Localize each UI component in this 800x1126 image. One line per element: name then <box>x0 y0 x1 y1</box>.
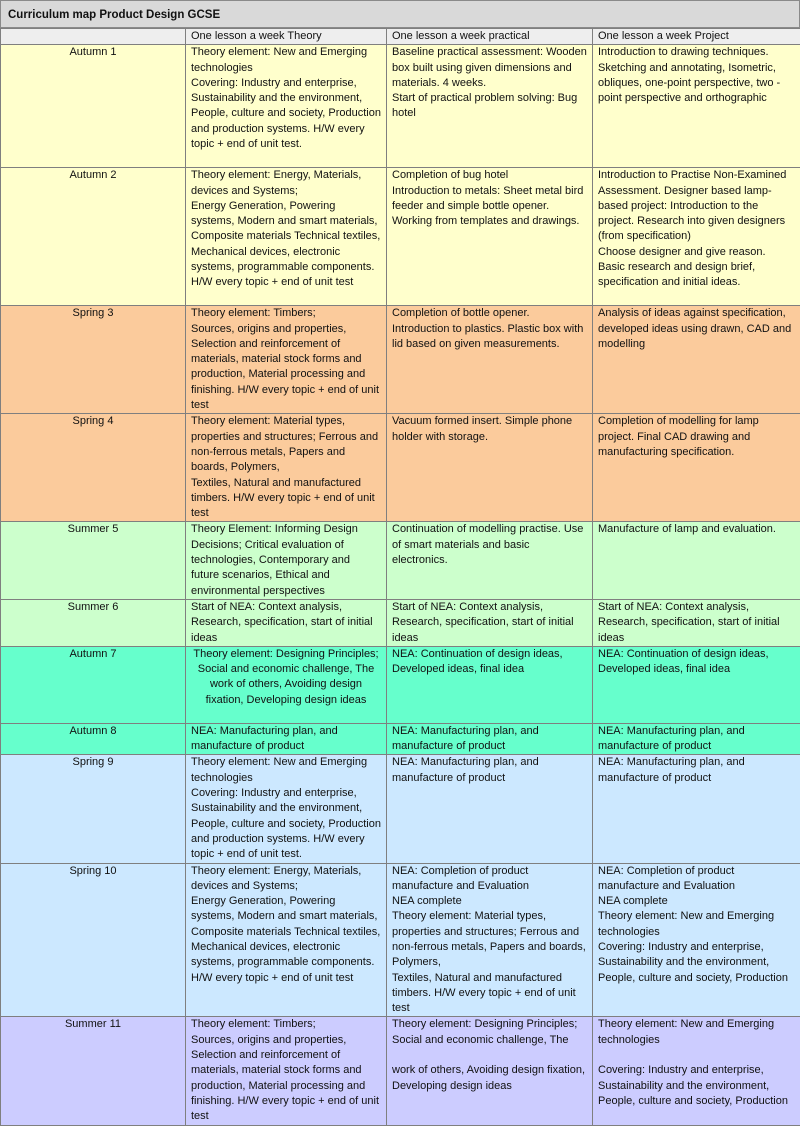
practical-text: Start of NEA: Context analysis, Research, specification, start of initial ideas <box>392 600 587 646</box>
table-row <box>1 522 800 599</box>
theory-text: Sources, origins and properties, Selection and reinforcement of materials, material stock forms and production, Material processing and finishing. H/W every topic + end of unit test <box>191 322 381 414</box>
practical-text: Completion of bug hotel <box>392 168 587 183</box>
page-title: Curriculum map Product Design GCSE <box>0 0 800 28</box>
project-cell <box>593 646 800 723</box>
practical-text: Completion of bottle opener. <box>392 306 587 321</box>
theory-cell <box>186 599 387 646</box>
theory-text: Theory element: New and Emerging technologies <box>191 755 381 786</box>
practical-text: Theory element: Material types, properties and structures; Ferrous and non-ferrous metals, Papers and boards, Polymers, <box>392 909 587 970</box>
practical-cell <box>387 599 593 646</box>
table-row <box>1 755 800 863</box>
spacer <box>392 1048 587 1063</box>
practical-text: work of others, Avoiding design fixation, Developing design ideas <box>392 1063 587 1094</box>
project-text: NEA: Completion of product manufacture and Evaluation <box>598 864 795 895</box>
term-cell: Summer 6 <box>1 599 186 646</box>
project-cell <box>593 306 800 414</box>
header-cell-term <box>1 29 186 45</box>
practical-cell <box>387 414 593 522</box>
term-cell: Autumn 2 <box>1 168 186 306</box>
project-cell <box>593 168 800 306</box>
table-row <box>1 168 800 306</box>
table-row <box>1 45 800 168</box>
theory-text: Textiles, Natural and manufactured timbers. H/W every topic + end of unit test <box>191 476 381 522</box>
theory-cell <box>186 646 387 723</box>
project-text: Introduction to Practise Non-Examined Assessment. Designer based lamp-based project: Introduction to the project. Research into given designers (from specification) <box>598 168 795 244</box>
practical-text: Vacuum formed insert. Simple phone holder with storage. <box>392 414 587 445</box>
practical-text: NEA: Manufacturing plan, and manufacture of product <box>392 724 587 755</box>
practical-text: Theory element: Designing Principles; Social and economic challenge, The <box>392 1017 587 1048</box>
theory-cell <box>186 755 387 863</box>
theory-cell <box>186 1017 387 1125</box>
table-row <box>1 306 800 414</box>
header-cell-project: One lesson a week Project <box>593 29 800 45</box>
theory-cell <box>186 522 387 599</box>
practical-text: Baseline practical assessment: Wooden box built using given dimensions and materials. 4 weeks. <box>392 45 587 91</box>
theory-text: Theory element: New and Emerging technologies <box>191 45 381 76</box>
theory-cell <box>186 414 387 522</box>
term-cell: Spring 4 <box>1 414 186 522</box>
project-cell <box>593 723 800 755</box>
table-row <box>1 723 800 755</box>
project-text: Analysis of ideas against specification, developed ideas using drawn, CAD and modelling <box>598 306 795 352</box>
term-cell: Spring 3 <box>1 306 186 414</box>
practical-text: Start of practical problem solving: Bug hotel <box>392 91 587 122</box>
theory-text: Theory element: Energy, Materials, devices and Systems; <box>191 168 381 199</box>
project-text: Theory element: New and Emerging technologies <box>598 1017 795 1048</box>
table-row <box>1 1017 800 1125</box>
theory-text: Theory element: Designing Principles; Social and economic challenge, The work of others, Avoiding design fixation, Developing design ideas <box>191 647 381 708</box>
spacer <box>598 1048 795 1063</box>
theory-cell <box>186 306 387 414</box>
project-text: Covering: Industry and enterprise, Sustainability and the environment, People, culture and society, Production <box>598 940 795 986</box>
header-cell-theory: One lesson a week Theory <box>186 29 387 45</box>
practical-text: NEA: Manufacturing plan, and manufacture of product <box>392 755 587 786</box>
project-cell <box>593 1017 800 1125</box>
theory-text: Theory element: Energy, Materials, devices and Systems; <box>191 864 381 895</box>
project-text: Introduction to drawing techniques. Sketching and annotating, Isometric, obliques, one-point perspective, two -point perspective and orthographic <box>598 45 795 106</box>
theory-cell <box>186 45 387 168</box>
theory-text: Start of NEA: Context analysis, Research, specification, start of initial ideas <box>191 600 381 646</box>
project-text: Completion of modelling for lamp project. Final CAD drawing and manufacturing specification. <box>598 414 795 460</box>
project-text: NEA: Manufacturing plan, and manufacture of product <box>598 755 795 786</box>
project-text: Covering: Industry and enterprise, Sustainability and the environment, People, culture and society, Production <box>598 1063 795 1109</box>
table-row <box>1 414 800 522</box>
theory-text: Theory element: Timbers; <box>191 306 381 321</box>
practical-cell <box>387 168 593 306</box>
term-cell: Autumn 8 <box>1 723 186 755</box>
term-cell: Spring 10 <box>1 863 186 1017</box>
theory-text: Theory element: Timbers; <box>191 1017 381 1032</box>
theory-cell <box>186 723 387 755</box>
practical-text: Textiles, Natural and manufactured timbers. H/W every topic + end of unit test <box>392 971 587 1017</box>
practical-text: Continuation of modelling practise. Use of smart materials and basic electronics. <box>392 522 587 568</box>
project-cell <box>593 522 800 599</box>
term-cell: Summer 11 <box>1 1017 186 1125</box>
theory-text: Theory element: Material types, properties and structures; Ferrous and non-ferrous metals, Papers and boards, Polymers, <box>191 414 381 475</box>
project-cell <box>593 45 800 168</box>
term-cell: Autumn 7 <box>1 646 186 723</box>
project-text: NEA complete <box>598 894 795 909</box>
project-text: Manufacture of lamp and evaluation. <box>598 522 795 537</box>
theory-cell <box>186 863 387 1017</box>
practical-text: NEA: Continuation of design ideas, Developed ideas, final idea <box>392 647 587 678</box>
practical-cell <box>387 863 593 1017</box>
project-cell <box>593 863 800 1017</box>
term-cell: Spring 9 <box>1 755 186 863</box>
practical-text: NEA: Completion of product manufacture and Evaluation <box>392 864 587 895</box>
table-row <box>1 863 800 1017</box>
theory-text: Energy Generation, Powering systems, Modern and smart materials, Composite materials Technical textiles, Mechanical devices, electronic systems, programmable components. H/W every topic + end of unit test <box>191 894 381 986</box>
theory-text: Theory Element: Informing Design Decisions; Critical evaluation of technologies, Contemporary and future scenarios, Ethical and environmental perspectives <box>191 522 381 598</box>
term-cell: Autumn 1 <box>1 45 186 168</box>
project-text: NEA: Continuation of design ideas, Developed ideas, final idea <box>598 647 795 678</box>
theory-text: Covering: Industry and enterprise, Sustainability and the environment, People, culture and society, Production and production systems. H/W every topic + end of unit test. <box>191 76 381 152</box>
theory-text: Covering: Industry and enterprise, Sustainability and the environment, People, culture and society, Production and production systems. H/W every topic + end of unit test. <box>191 786 381 862</box>
term-cell: Summer 5 <box>1 522 186 599</box>
practical-text: Introduction to plastics. Plastic box with lid based on given measurements. <box>392 322 587 353</box>
project-text: Start of NEA: Context analysis, Research, specification, start of initial ideas <box>598 600 795 646</box>
practical-cell <box>387 646 593 723</box>
practical-cell <box>387 45 593 168</box>
theory-text: NEA: Manufacturing plan, and manufacture of product <box>191 724 381 755</box>
project-cell <box>593 414 800 522</box>
curriculum-table <box>0 28 800 1126</box>
header-row <box>1 29 800 45</box>
practical-cell <box>387 306 593 414</box>
practical-text: Introduction to metals: Sheet metal bird feeder and simple bottle opener. Working from templates and drawings. <box>392 184 587 230</box>
practical-cell <box>387 522 593 599</box>
project-text: Choose designer and give reason. Basic research and design brief, specification and initial ideas. <box>598 245 795 291</box>
project-cell <box>593 755 800 863</box>
theory-text: Energy Generation, Powering systems, Modern and smart materials, Composite materials Technical textiles, Mechanical devices, electronic systems, programmable components. H/W every topic + end of unit test <box>191 199 381 291</box>
theory-text: Sources, origins and properties, Selection and reinforcement of materials, material stock forms and production, Material processing and finishing. H/W every topic + end of unit test <box>191 1033 381 1125</box>
project-text: Theory element: New and Emerging technologies <box>598 909 795 940</box>
header-cell-practical: One lesson a week practical <box>387 29 593 45</box>
practical-cell <box>387 755 593 863</box>
table-row <box>1 646 800 723</box>
theory-cell <box>186 168 387 306</box>
practical-cell <box>387 723 593 755</box>
project-cell <box>593 599 800 646</box>
table-row <box>1 599 800 646</box>
practical-cell <box>387 1017 593 1125</box>
project-text: NEA: Manufacturing plan, and manufacture of product <box>598 724 795 755</box>
practical-text: NEA complete <box>392 894 587 909</box>
